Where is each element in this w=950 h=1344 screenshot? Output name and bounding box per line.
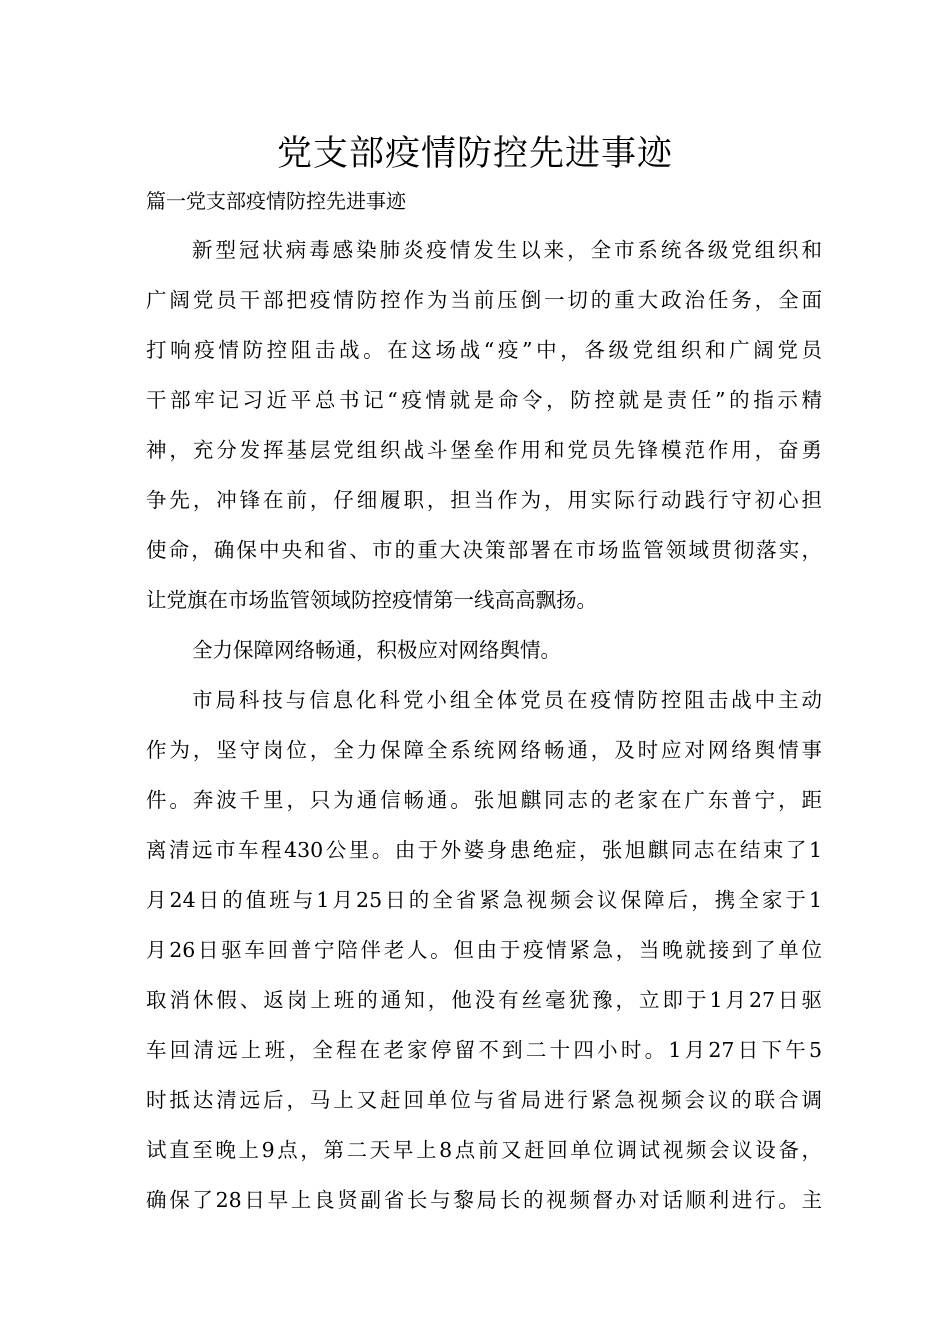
paragraph-line: 新型冠状病毒感染肺炎疫情发生以来，全市系统各级党组织和 xyxy=(192,238,822,262)
paragraph-line: 月24日的值班与1月25日的全省紧急视频会议保障后，携全家于1 xyxy=(146,888,822,912)
paragraph-line: 件。奔波千里，只为通信畅通。张旭麒同志的老家在广东普宁，距 xyxy=(146,788,822,812)
paragraph-line: 神，充分发挥基层党组织战斗堡垒作用和党员先锋模范作用，奋勇 xyxy=(146,438,822,462)
paragraph-line: 市局科技与信息化科党小组全体党员在疫情防控阻击战中主动 xyxy=(192,688,822,712)
document-subtitle: 篇一党支部疫情防控先进事迹 xyxy=(146,189,406,213)
paragraph-line: 干部牢记习近平总书记“疫情就是命令，防控就是责任”的指示精 xyxy=(146,388,822,412)
paragraph-line: 让党旗在市场监管领域防控疫情第一线高高飘扬。 xyxy=(146,588,597,612)
paragraph-line: 使命，确保中央和省、市的重大决策部署在市场监管领域贯彻落实， xyxy=(146,538,822,562)
paragraph-line: 车回清远上班，全程在老家停留不到二十四小时。1月27日下午5 xyxy=(146,1038,822,1062)
paragraph-line: 打响疫情防控阻击战。在这场战“疫”中，各级党组织和广阔党员 xyxy=(146,338,822,362)
paragraph-line: 争先，冲锋在前，仔细履职，担当作为，用实际行动践行守初心担 xyxy=(146,488,822,512)
paragraph-line: 确保了28日早上良贤副省长与黎局长的视频督办对话顺利进行。主 xyxy=(146,1188,822,1212)
paragraph-line: 取消休假、返岗上班的通知，他没有丝毫犹豫，立即于1月27日驱 xyxy=(146,988,822,1012)
paragraph-line: 时抵达清远后，马上又赶回单位与省局进行紧急视频会议的联合调 xyxy=(146,1088,822,1112)
document-title: 党支部疫情防控先进事迹 xyxy=(276,134,673,174)
paragraph-line: 月26日驱车回普宁陪伴老人。但由于疫情紧急，当晚就接到了单位 xyxy=(146,938,822,962)
paragraph-line: 试直至晚上9点，第二天早上8点前又赶回单位调试视频会议设备， xyxy=(146,1138,822,1162)
paragraph-line: 广阔党员干部把疫情防控作为当前压倒一切的重大政治任务，全面 xyxy=(146,288,822,312)
paragraph-line: 作为，坚守岗位，全力保障全系统网络畅通，及时应对网络舆情事 xyxy=(146,738,822,762)
paragraph-line: 离清远市车程430公里。由于外婆身患绝症，张旭麒同志在结束了1 xyxy=(146,838,822,862)
section-heading: 全力保障网络畅通，积极应对网络舆情。 xyxy=(192,638,561,662)
